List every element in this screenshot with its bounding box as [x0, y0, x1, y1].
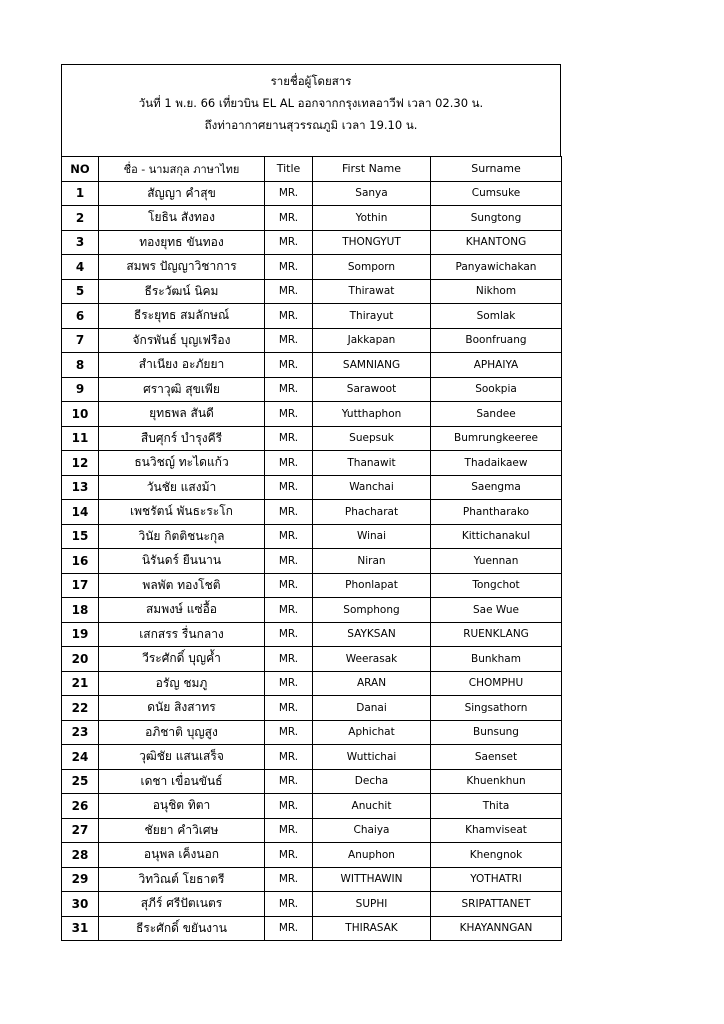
first-name-cell: Yutthaphon	[313, 402, 431, 427]
thai-full-name: จักรพันธ์ บุญเฟรือง	[99, 328, 265, 353]
thai-full-name: อนุชิต ทิตา	[99, 794, 265, 819]
flight-departure-info: วันที่ 1 พ.ย. 66 เที่ยวบิน EL AL ออกจากกรุงเทลอาวีฟ เวลา 02.30 น.	[138, 96, 484, 110]
table-row	[62, 549, 562, 574]
title-cell: MR.	[265, 475, 313, 500]
row-number: 12	[62, 451, 99, 476]
surname-cell: KHAYANNGAN	[431, 916, 562, 941]
title-cell: MR.	[265, 598, 313, 623]
table-row	[62, 451, 562, 476]
thai-full-name: โยธิน สังทอง	[99, 206, 265, 231]
first-name-cell: ARAN	[313, 671, 431, 696]
title-cell: MR.	[265, 916, 313, 941]
first-name-cell: Weerasak	[313, 647, 431, 672]
row-number: 1	[62, 181, 99, 206]
surname-cell: Sandee	[431, 402, 562, 427]
surname-cell: YOTHATRI	[431, 867, 562, 892]
column-header-surname: Surname	[431, 157, 562, 182]
table-header-row	[62, 157, 562, 182]
passenger-rows	[62, 181, 562, 941]
title-cell: MR.	[265, 181, 313, 206]
thai-full-name: ชัยยา คำวิเศษ	[99, 818, 265, 843]
title-cell: MR.	[265, 892, 313, 917]
title-cell: MR.	[265, 794, 313, 819]
thai-full-name: สุภีร์ ศรีปัตเนตร	[99, 892, 265, 917]
title-cell: MR.	[265, 671, 313, 696]
title-cell: MR.	[265, 622, 313, 647]
passenger-list-document	[61, 64, 561, 941]
surname-cell: Boonfruang	[431, 328, 562, 353]
first-name-cell: SUPHI	[313, 892, 431, 917]
row-number: 2	[62, 206, 99, 231]
table-row	[62, 843, 562, 868]
thai-full-name: อภิชาติ บุญสูง	[99, 720, 265, 745]
thai-full-name: วุฒิชัย แสนเสร็จ	[99, 745, 265, 770]
table-row	[62, 181, 562, 206]
row-number: 19	[62, 622, 99, 647]
table-row	[62, 500, 562, 525]
surname-cell: Sungtong	[431, 206, 562, 231]
surname-cell: Thadaikaew	[431, 451, 562, 476]
thai-full-name: ธีระยุทธ สมลักษณ์	[99, 304, 265, 329]
row-number: 4	[62, 255, 99, 280]
column-header-title: Title	[265, 157, 313, 182]
first-name-cell: Wanchai	[313, 475, 431, 500]
title-cell: MR.	[265, 402, 313, 427]
first-name-cell: Yothin	[313, 206, 431, 231]
row-number: 18	[62, 598, 99, 623]
table-row	[62, 426, 562, 451]
thai-full-name: ดนัย สิงสาทร	[99, 696, 265, 721]
surname-cell: Somlak	[431, 304, 562, 329]
thai-full-name: สมพงษ์ แซ่อื้อ	[99, 598, 265, 623]
surname-cell: Nikhom	[431, 279, 562, 304]
flight-arrival-info: ถึงท่าอากาศยานสุวรรณภูมิ เวลา 19.10 น.	[204, 118, 418, 132]
title-cell: MR.	[265, 720, 313, 745]
thai-full-name: ธีระศักดิ์ ขยันงาน	[99, 916, 265, 941]
first-name-cell: Sarawoot	[313, 377, 431, 402]
row-number: 8	[62, 353, 99, 378]
surname-cell: Bunkham	[431, 647, 562, 672]
row-number: 17	[62, 573, 99, 598]
row-number: 30	[62, 892, 99, 917]
title-cell: MR.	[265, 426, 313, 451]
title-cell: MR.	[265, 206, 313, 231]
title-cell: MR.	[265, 451, 313, 476]
table-row	[62, 818, 562, 843]
first-name-cell: Winai	[313, 524, 431, 549]
surname-cell: Khamviseat	[431, 818, 562, 843]
surname-cell: SRIPATTANET	[431, 892, 562, 917]
row-number: 11	[62, 426, 99, 451]
title-cell: MR.	[265, 647, 313, 672]
title-cell: MR.	[265, 843, 313, 868]
first-name-cell: Anuchit	[313, 794, 431, 819]
table-row	[62, 916, 562, 941]
surname-cell: Singsathorn	[431, 696, 562, 721]
column-header-no: NO	[62, 157, 99, 182]
thai-full-name: สัญญา คำสุข	[99, 181, 265, 206]
first-name-cell: Chaiya	[313, 818, 431, 843]
first-name-cell: Thanawit	[313, 451, 431, 476]
thai-full-name: ยุทธพล สันดี	[99, 402, 265, 427]
surname-cell: Saenset	[431, 745, 562, 770]
table-row	[62, 622, 562, 647]
row-number: 9	[62, 377, 99, 402]
passenger-table	[61, 156, 562, 941]
table-row	[62, 353, 562, 378]
first-name-cell: Phacharat	[313, 500, 431, 525]
surname-cell: Khuenkhun	[431, 769, 562, 794]
title-cell: MR.	[265, 867, 313, 892]
row-number: 5	[62, 279, 99, 304]
table-row	[62, 573, 562, 598]
first-name-cell: Suepsuk	[313, 426, 431, 451]
thai-full-name: ธีระวัฒน์ นิคม	[99, 279, 265, 304]
surname-cell: RUENKLANG	[431, 622, 562, 647]
first-name-cell: Wuttichai	[313, 745, 431, 770]
table-row	[62, 377, 562, 402]
table-row	[62, 696, 562, 721]
table-row	[62, 598, 562, 623]
thai-full-name: วีระศักดิ์ บุญค้ำ	[99, 647, 265, 672]
row-number: 16	[62, 549, 99, 574]
thai-full-name: สืบศุกร์ บำรุงคีรี	[99, 426, 265, 451]
row-number: 20	[62, 647, 99, 672]
thai-full-name: วินัย กิตติชนะกุล	[99, 524, 265, 549]
first-name-cell: THIRASAK	[313, 916, 431, 941]
first-name-cell: Sanya	[313, 181, 431, 206]
thai-full-name: วันชัย แสงม้า	[99, 475, 265, 500]
row-number: 13	[62, 475, 99, 500]
row-number: 21	[62, 671, 99, 696]
first-name-cell: SAYKSAN	[313, 622, 431, 647]
thai-full-name: เดชา เขื่อนขันธ์	[99, 769, 265, 794]
row-number: 3	[62, 230, 99, 255]
table-row	[62, 720, 562, 745]
title-cell: MR.	[265, 696, 313, 721]
table-row	[62, 304, 562, 329]
row-number: 23	[62, 720, 99, 745]
document-header	[61, 64, 561, 156]
surname-cell: Bunsung	[431, 720, 562, 745]
table-row	[62, 745, 562, 770]
title-cell: MR.	[265, 279, 313, 304]
title-cell: MR.	[265, 524, 313, 549]
row-number: 28	[62, 843, 99, 868]
title-cell: MR.	[265, 304, 313, 329]
first-name-cell: WITTHAWIN	[313, 867, 431, 892]
thai-full-name: อรัญ ชมภู	[99, 671, 265, 696]
thai-full-name: วิทวิณต์ โยธาตรี	[99, 867, 265, 892]
thai-full-name: นิรันดร์ ยืนนาน	[99, 549, 265, 574]
table-row	[62, 867, 562, 892]
thai-full-name: ธนวิชญ์ ทะไดแก้ว	[99, 451, 265, 476]
row-number: 29	[62, 867, 99, 892]
thai-full-name: พลพัต ทองโชติ	[99, 573, 265, 598]
first-name-cell: SAMNIANG	[313, 353, 431, 378]
title-cell: MR.	[265, 549, 313, 574]
thai-full-name: สำเนียง อะภัยยา	[99, 353, 265, 378]
title-cell: MR.	[265, 573, 313, 598]
table-row	[62, 279, 562, 304]
table-row	[62, 524, 562, 549]
title-cell: MR.	[265, 500, 313, 525]
row-number: 27	[62, 818, 99, 843]
column-header-thai-name: ชื่อ - นามสกุล ภาษาไทย	[99, 157, 265, 182]
surname-cell: Sae Wue	[431, 598, 562, 623]
first-name-cell: Thirayut	[313, 304, 431, 329]
first-name-cell: Anuphon	[313, 843, 431, 868]
table-row	[62, 794, 562, 819]
surname-cell: Yuennan	[431, 549, 562, 574]
surname-cell: Tongchot	[431, 573, 562, 598]
row-number: 7	[62, 328, 99, 353]
row-number: 25	[62, 769, 99, 794]
first-name-cell: Somporn	[313, 255, 431, 280]
first-name-cell: Aphichat	[313, 720, 431, 745]
title-cell: MR.	[265, 230, 313, 255]
surname-cell: CHOMPHU	[431, 671, 562, 696]
title-cell: MR.	[265, 818, 313, 843]
surname-cell: Bumrungkeeree	[431, 426, 562, 451]
table-row	[62, 255, 562, 280]
surname-cell: Khengnok	[431, 843, 562, 868]
first-name-cell: Somphong	[313, 598, 431, 623]
title-cell: MR.	[265, 353, 313, 378]
thai-full-name: สมพร ปัญญาวิชาการ	[99, 255, 265, 280]
title-cell: MR.	[265, 377, 313, 402]
thai-full-name: อนุพล เค็งนอก	[99, 843, 265, 868]
row-number: 14	[62, 500, 99, 525]
title-cell: MR.	[265, 328, 313, 353]
table-row	[62, 328, 562, 353]
thai-full-name: ทองยุทธ ขันทอง	[99, 230, 265, 255]
row-number: 31	[62, 916, 99, 941]
surname-cell: Kittichanakul	[431, 524, 562, 549]
surname-cell: Saengma	[431, 475, 562, 500]
first-name-cell: Danai	[313, 696, 431, 721]
table-row	[62, 230, 562, 255]
row-number: 10	[62, 402, 99, 427]
row-number: 26	[62, 794, 99, 819]
surname-cell: Thita	[431, 794, 562, 819]
thai-full-name: ศราวุฒิ สุขเพีย	[99, 377, 265, 402]
surname-cell: Panyawichakan	[431, 255, 562, 280]
first-name-cell: Niran	[313, 549, 431, 574]
row-number: 6	[62, 304, 99, 329]
surname-cell: Cumsuke	[431, 181, 562, 206]
first-name-cell: Jakkapan	[313, 328, 431, 353]
title-cell: MR.	[265, 745, 313, 770]
table-row	[62, 671, 562, 696]
table-row	[62, 647, 562, 672]
row-number: 22	[62, 696, 99, 721]
title-cell: MR.	[265, 769, 313, 794]
surname-cell: Phantharako	[431, 500, 562, 525]
row-number: 24	[62, 745, 99, 770]
surname-cell: KHANTONG	[431, 230, 562, 255]
surname-cell: APHAIYA	[431, 353, 562, 378]
table-row	[62, 769, 562, 794]
table-row	[62, 475, 562, 500]
surname-cell: Sookpia	[431, 377, 562, 402]
column-header-first-name: First Name	[313, 157, 431, 182]
thai-full-name: เพชรัตน์ พันธะระโก	[99, 500, 265, 525]
first-name-cell: THONGYUT	[313, 230, 431, 255]
table-row	[62, 206, 562, 231]
table-row	[62, 892, 562, 917]
table-row	[62, 402, 562, 427]
document-title: รายชื่อผู้โดยสาร	[270, 74, 352, 88]
title-cell: MR.	[265, 255, 313, 280]
first-name-cell: Phonlapat	[313, 573, 431, 598]
first-name-cell: Thirawat	[313, 279, 431, 304]
thai-full-name: เสกสรร รื่นกลาง	[99, 622, 265, 647]
row-number: 15	[62, 524, 99, 549]
first-name-cell: Decha	[313, 769, 431, 794]
